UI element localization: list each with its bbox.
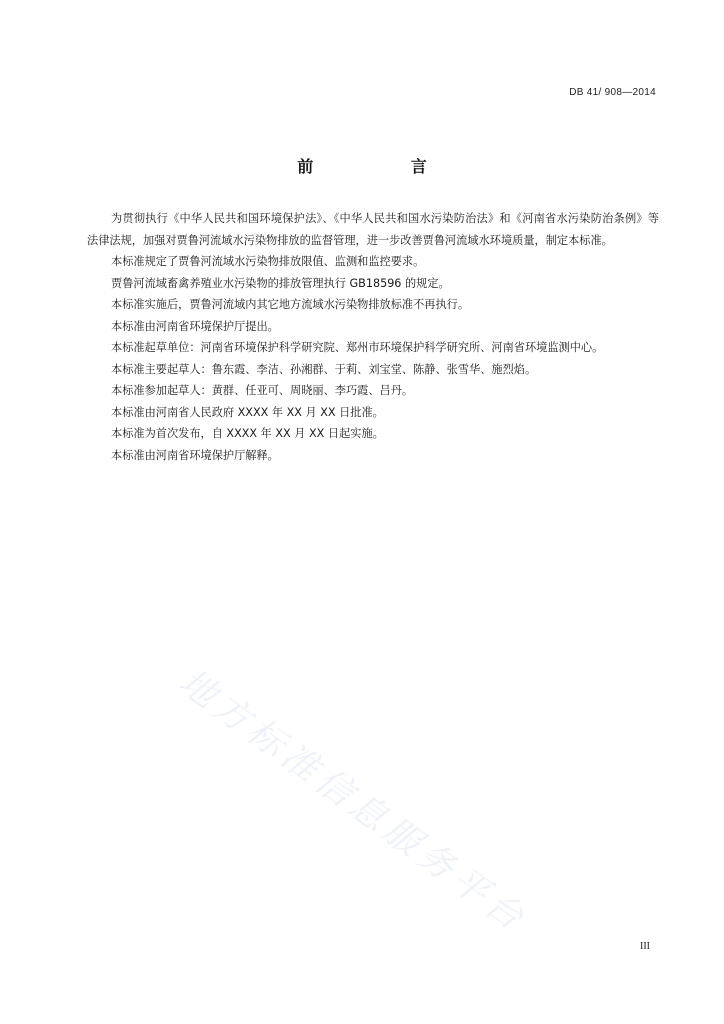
paragraph-proposer: 本标准由河南省环境保护厅提出。 — [111, 319, 279, 333]
page-number: III — [640, 941, 650, 952]
foreword-body — [87, 208, 659, 466]
paragraph-purpose: 为贯彻执行《中华人民共和国环境保护法》、《中华人民共和国水污染防治法》和《河南省水污染防治条例》等法律法规，加强对贾鲁河流域水污染物排放的监督管理，进一步改善贾鲁河流域水环境质量，制定本标准。 — [87, 212, 659, 247]
paragraph-main-drafters: 本标准主要起草人：鲁东霞、李洁、孙湘群、于莉、刘宝堂、陈静、张雪华、施烈焰。 — [111, 362, 537, 376]
page-title: 前 言 — [297, 157, 473, 176]
paragraph-drafting-units: 本标准起草单位：河南省环境保护科学研究院、郑州市环境保护科学研究所、河南省环境监测中心。 — [111, 341, 604, 354]
paragraph-livestock: 贾鲁河流域畜禽养殖业水污染物的排放管理执行 GB18596 的规定。 — [111, 276, 450, 290]
paragraph-approval: 本标准由河南省人民政府 XXXX 年 XX 月 XX 日批准。 — [111, 405, 384, 419]
standard-code: DB 41/ 908—2014 — [569, 87, 656, 98]
watermark: 地方标准信息服务平台 — [171, 661, 536, 942]
paragraph-participating-drafters: 本标准参加起草人：黄群、任亚可、周晓丽、李巧霞、吕丹。 — [111, 384, 414, 397]
paragraph-implementation: 本标准为首次发布，自 XXXX 年 XX 月 XX 日起实施。 — [111, 427, 384, 440]
paragraph-scope: 本标准规定了贾鲁河流域水污染物排放限值、监测和监控要求。 — [111, 255, 425, 268]
paragraph-supersession: 本标准实施后，贾鲁河流域内其它地方流域水污染物排放标准不再执行。 — [111, 298, 470, 311]
paragraph-interpretation: 本标准由河南省环境保护厅解释。 — [111, 448, 279, 462]
